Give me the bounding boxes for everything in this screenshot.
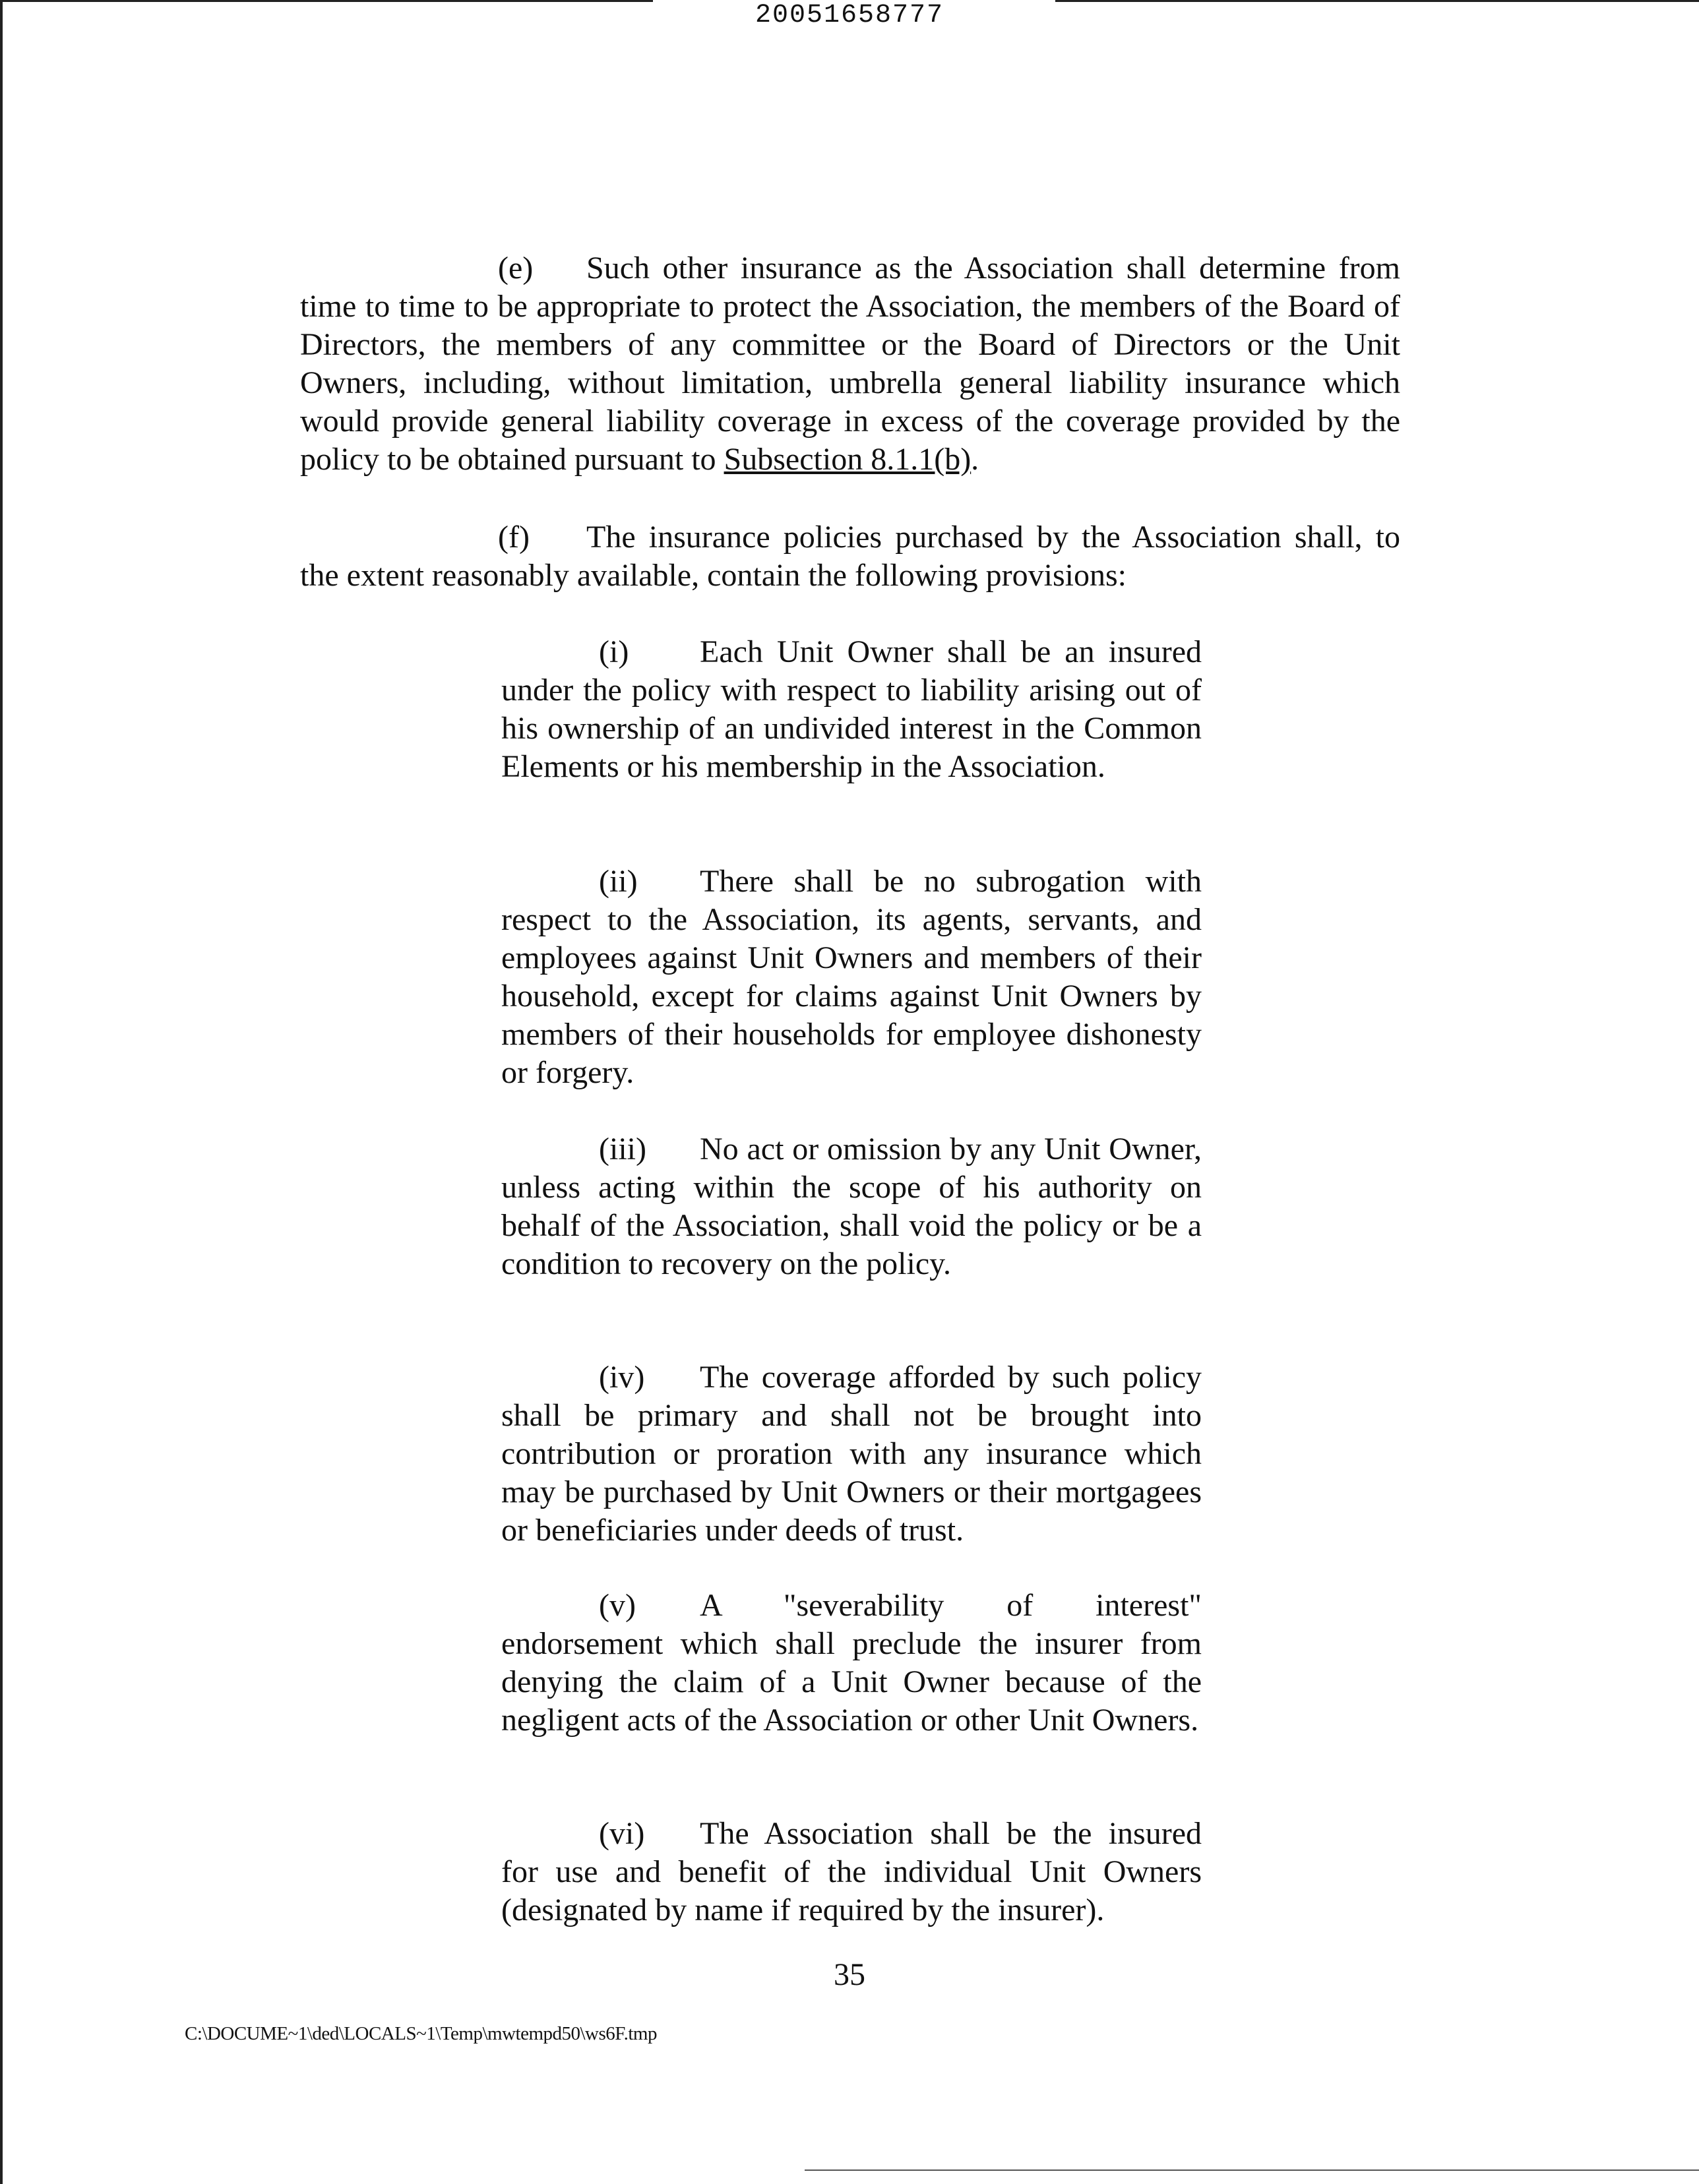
- provision-text: No act or omission by any Unit Owner, unless acting within the scope of his authority on behalf of the Association, shall void the policy or be a condition to recovery on the policy.: [501, 1132, 1202, 1281]
- provision-ii: [501, 863, 1202, 1092]
- provision-v: [501, 1587, 1202, 1740]
- provision-label: (ii): [599, 864, 638, 899]
- page-number: 35: [834, 1957, 865, 1992]
- paragraph-text: The insurance policies purchased by the Association shall, to the extent reasonably available, contain the following provisions:: [300, 520, 1400, 593]
- document-number: 20051658777: [755, 1, 944, 30]
- paragraph-label: (f): [498, 520, 530, 555]
- provision-label: (vi): [599, 1816, 645, 1851]
- file-path: C:\DOCUME~1\ded\LOCALS~1\Temp\mwtempd50\ws6F.tmp: [185, 2023, 657, 2044]
- provision-i: [501, 633, 1202, 786]
- provision-iv: [501, 1358, 1202, 1550]
- provision-iii: [501, 1130, 1202, 1283]
- paragraph-e: [300, 249, 1400, 479]
- provision-text: The Association shall be the insured for use and benefit of the individual Unit Owners (designated by name if required by the insurer).: [501, 1816, 1202, 1927]
- paragraph-f: [300, 518, 1400, 595]
- scan-left-edge: [0, 0, 3, 2184]
- provision-text: A "severability of interest" endorsement which shall preclude the insurer from denying the claim of a Unit Owner because of the negligent acts of the Association or other Unit Owners.: [501, 1588, 1202, 1738]
- provision-text: There shall be no subrogation with respect to the Association, its agents, servants, and employees against Unit Owners and members of their household, except for claims against Unit Owners by members of their households for employee dishonesty or forgery.: [501, 864, 1202, 1090]
- provision-vi: [501, 1815, 1202, 1929]
- provision-text: The coverage afforded by such policy shall be primary and shall not be brought into contribution or proration with any insurance which may be purchased by Unit Owners or their mortgagees or beneficiaries under deeds of trust.: [501, 1360, 1202, 1548]
- provision-text: Each Unit Owner shall be an insured under the policy with respect to liability arising out of his ownership of an undivided interest in the Common Elements or his membership in the Association.: [501, 634, 1202, 784]
- scan-bottom-border: [805, 2169, 1699, 2171]
- paragraph-text: Such other insurance as the Association shall determine from time to time to be appropriate to protect the Association, the members of the Board of Directors, the members of any committee or the Board of Directors or the Unit Owners, including, without limitation, umbrella general liability insurance which would provide general liability coverage in excess of the coverage provided by the policy to be obtained pursuant to: [300, 251, 1400, 477]
- paragraph-label: (e): [498, 251, 534, 286]
- provision-label: (i): [599, 634, 629, 669]
- provision-label: (iii): [599, 1132, 646, 1167]
- provision-label: (v): [599, 1588, 636, 1623]
- paragraph-end: .: [971, 442, 979, 477]
- subsection-reference: Subsection 8.1.1(b): [724, 442, 972, 477]
- provision-label: (iv): [599, 1360, 645, 1395]
